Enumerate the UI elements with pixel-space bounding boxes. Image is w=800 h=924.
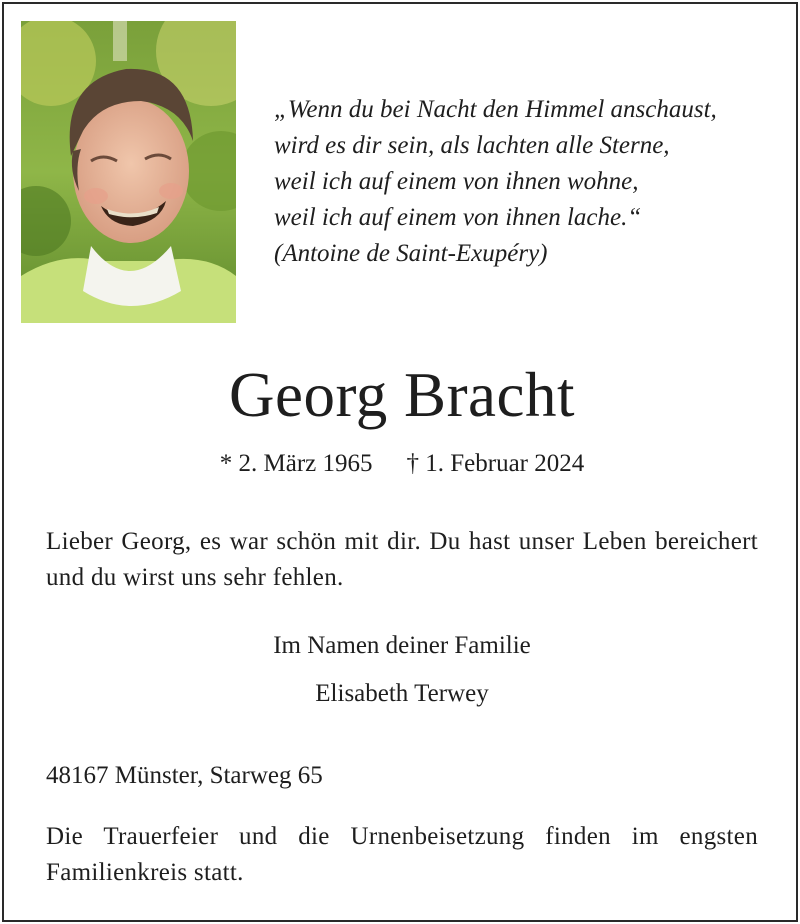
- quote-attribution: (Antoine de Saint-Exupéry): [274, 240, 548, 267]
- signature-line-1: Im Namen deiner Familie: [273, 632, 531, 659]
- birth-date: * 2. März 1965: [219, 450, 373, 477]
- quote-line: weil ich auf einem von ihnen lache.“: [274, 204, 642, 231]
- farewell-message: Lieber Georg, es war schön mit dir. Du hast unser Leben bereichert und du wirst uns sehr fehlen.: [46, 528, 758, 591]
- quote-line: „Wenn du bei Nacht den Himmel anschaust,: [274, 96, 717, 123]
- death-date: † 1. Februar 2024: [406, 450, 585, 477]
- deceased-name: Georg Bracht: [229, 360, 575, 430]
- funeral-notice: Die Trauerfeier und die Urnenbeisetzung finden im engsten Familienkreis statt.: [46, 823, 758, 886]
- quote-line: wird es dir sein, als lachten alle Sterne,: [274, 132, 670, 159]
- quote-line: weil ich auf einem von ihnen wohne,: [274, 168, 639, 195]
- portrait-photo: [21, 21, 236, 323]
- address: 48167 Münster, Starweg 65: [46, 762, 323, 789]
- life-dates: [4, 450, 800, 478]
- obituary-card: [2, 2, 798, 922]
- quote-block: [274, 92, 784, 272]
- signature-name: Elisabeth Terwey: [315, 680, 489, 707]
